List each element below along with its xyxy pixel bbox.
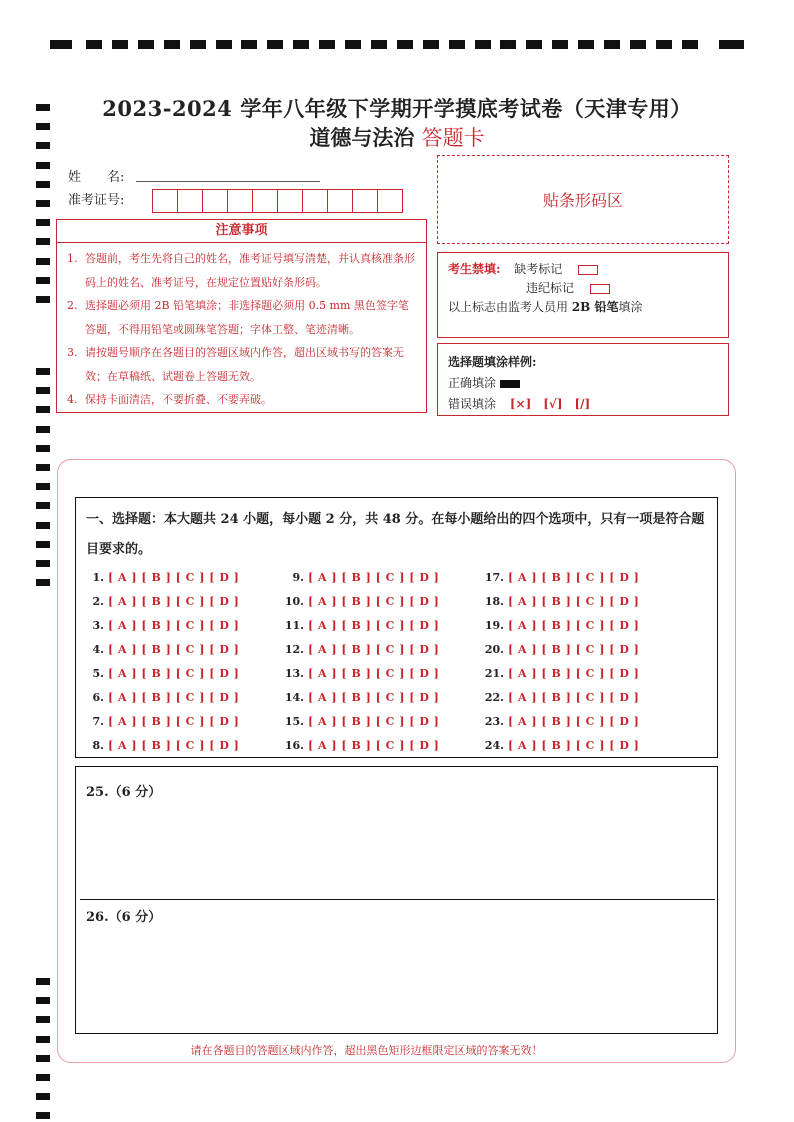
notice-item <box>67 388 418 412</box>
question-number: 3. <box>92 619 104 632</box>
notice-item-number: 2. <box>67 299 78 312</box>
timing-mark <box>267 40 283 49</box>
timing-mark <box>36 406 50 413</box>
answer-options[interactable]: [ A ] [ B ] [ C ] [ D ] <box>108 667 240 680</box>
footer-warning: 请在各题目的答题区域内作答，超出黑色矩形边框限定区域的答案无效！ <box>190 1044 543 1057</box>
notice-item <box>67 294 418 341</box>
q25-label: 25.（6 分） <box>86 785 162 800</box>
timing-mark <box>371 40 387 49</box>
timing-mark <box>36 1112 50 1119</box>
exam-id-cell[interactable] <box>278 190 303 212</box>
answer-options[interactable]: [ A ] [ B ] [ C ] [ D ] <box>308 667 440 680</box>
timing-mark <box>50 40 72 49</box>
answer-options[interactable]: [ A ] [ B ] [ C ] [ D ] <box>508 715 640 728</box>
answer-options[interactable]: [ A ] [ B ] [ C ] [ D ] <box>308 643 440 656</box>
answer-options[interactable]: [ A ] [ B ] [ C ] [ D ] <box>308 739 440 752</box>
prohibited-title: 考生禁填: <box>448 262 501 276</box>
answer-options[interactable]: [ A ] [ B ] [ C ] [ D ] <box>108 715 240 728</box>
answer-options[interactable]: [ A ] [ B ] [ C ] [ D ] <box>508 595 640 608</box>
answer-options[interactable]: [ A ] [ B ] [ C ] [ D ] <box>508 739 640 752</box>
exam-title: 2023-2024 学年八年级下学期开学摸底考试卷（天津专用） <box>102 96 692 121</box>
answer-options[interactable]: [ A ] [ B ] [ C ] [ D ] <box>108 595 240 608</box>
answer-options[interactable]: [ A ] [ B ] [ C ] [ D ] <box>308 619 440 632</box>
timing-mark <box>36 162 50 169</box>
answer-options[interactable]: [ A ] [ B ] [ C ] [ D ] <box>108 619 240 632</box>
timing-mark <box>86 40 102 49</box>
timing-mark <box>36 541 50 548</box>
exam-id-cell[interactable] <box>353 190 378 212</box>
choice-question-row[interactable] <box>82 619 239 632</box>
timing-mark <box>36 426 50 433</box>
choice-question-row[interactable] <box>482 619 639 632</box>
notice-item-text: 答题前，考生先将自己的姓名，准考证号填写清楚，并认真核准条形码上的姓名、准考证号，在规定位置贴好条形码。 <box>85 252 415 289</box>
question-number: 13. <box>284 667 304 680</box>
timing-mark <box>656 40 672 49</box>
timing-mark <box>36 258 50 265</box>
question-number: 7. <box>92 715 104 728</box>
absent-mark-box[interactable] <box>578 265 598 275</box>
choice-question-row[interactable] <box>282 643 439 656</box>
answer-options[interactable]: [ A ] [ B ] [ C ] [ D ] <box>508 619 640 632</box>
exam-id-cell[interactable] <box>178 190 203 212</box>
question-number: 15. <box>284 715 304 728</box>
question-number: 10. <box>284 595 304 608</box>
timing-mark <box>36 296 50 303</box>
answer-options[interactable]: [ A ] [ B ] [ C ] [ D ] <box>108 643 240 656</box>
answer-options[interactable]: [ A ] [ B ] [ C ] [ D ] <box>508 643 640 656</box>
violation-mark-box[interactable] <box>590 284 610 294</box>
absent-label: 缺考标记 <box>514 262 563 276</box>
answer-options[interactable]: [ A ] [ B ] [ C ] [ D ] <box>508 691 640 704</box>
timing-mark <box>449 40 465 49</box>
exam-id-cell[interactable] <box>253 190 278 212</box>
choice-section-title: 一、选择题：本大题共 24 小题，每小题 2 分，共 48 分。在每小题给出的四个选项中，只有一项是符合题目要求的。 <box>86 512 705 557</box>
timing-mark <box>500 40 516 49</box>
timing-mark <box>36 445 50 452</box>
q26-answer-area[interactable] <box>82 932 711 1028</box>
exam-id-cell[interactable] <box>153 190 178 212</box>
question-number: 21. <box>484 667 504 680</box>
barcode-label: 贴条形码区 <box>542 191 623 210</box>
q25-answer-area[interactable] <box>82 807 711 897</box>
exam-id-cell[interactable] <box>228 190 253 212</box>
question-number: 20. <box>484 643 504 656</box>
timing-mark <box>36 1016 50 1023</box>
q-divider <box>80 899 715 900</box>
timing-mark <box>36 978 50 985</box>
question-number: 6. <box>92 691 104 704</box>
fill-example-title: 选择题填涂样例: <box>448 355 537 369</box>
notice-item-text: 请按题号顺序在各题目的答题区域内作答，超出区域书写的答案无效；在草稿纸、试题卷上答题无效。 <box>85 346 404 383</box>
timing-mark <box>423 40 439 49</box>
choice-question-row[interactable] <box>282 715 439 728</box>
timing-mark <box>552 40 568 49</box>
answer-options[interactable]: [ A ] [ B ] [ C ] [ D ] <box>308 571 440 584</box>
timing-mark <box>578 40 594 49</box>
question-number: 9. <box>292 571 304 584</box>
question-number: 8. <box>92 739 104 752</box>
question-number: 4. <box>92 643 104 656</box>
answer-options[interactable]: [ A ] [ B ] [ C ] [ D ] <box>108 739 240 752</box>
choice-question-row[interactable] <box>282 619 439 632</box>
question-number: 1. <box>92 571 104 584</box>
choice-question-row[interactable] <box>482 595 639 608</box>
answer-options[interactable]: [ A ] [ B ] [ C ] [ D ] <box>508 571 640 584</box>
notice-item-text: 保持卡面清洁，不要折叠、不要弄破。 <box>85 393 272 406</box>
question-number: 16. <box>284 739 304 752</box>
timing-mark <box>719 40 744 49</box>
timing-mark <box>36 238 50 245</box>
notice-list <box>57 243 426 412</box>
timing-mark <box>345 40 361 49</box>
short-answer-section <box>75 766 718 1034</box>
choice-question-row[interactable] <box>482 643 639 656</box>
exam-id-cell[interactable] <box>303 190 328 212</box>
choice-question-row[interactable] <box>82 571 239 584</box>
timing-mark <box>36 387 50 394</box>
subject-line <box>0 122 794 152</box>
timing-mark <box>36 522 50 529</box>
choice-question-row[interactable] <box>82 691 239 704</box>
prohibited-note-post: 填涂 <box>618 300 643 314</box>
question-number: 19. <box>484 619 504 632</box>
question-number: 17. <box>484 571 504 584</box>
choice-question-row[interactable] <box>282 571 439 584</box>
timing-mark <box>36 560 50 567</box>
notice-item-number: 1. <box>67 252 78 265</box>
timing-mark <box>36 483 50 490</box>
question-number: 23. <box>484 715 504 728</box>
subject-name: 道德与法治 <box>309 125 415 150</box>
question-number: 5. <box>92 667 104 680</box>
name-input-line[interactable] <box>136 181 320 182</box>
question-number: 14. <box>284 691 304 704</box>
exam-id-cell[interactable] <box>203 190 228 212</box>
question-number: 12. <box>284 643 304 656</box>
choice-question-row[interactable] <box>482 715 639 728</box>
question-number: 2. <box>92 595 104 608</box>
choice-question-row[interactable] <box>282 667 439 680</box>
correct-fill-label: 正确填涂 <box>448 376 497 390</box>
choice-question-row[interactable] <box>82 643 239 656</box>
correct-fill-sample <box>500 380 520 388</box>
choice-question-row[interactable] <box>282 595 439 608</box>
timing-mark <box>190 40 206 49</box>
notice-box <box>56 219 427 413</box>
timing-mark <box>319 40 335 49</box>
timing-mark <box>241 40 257 49</box>
timing-mark <box>36 181 50 188</box>
answer-options[interactable]: [ A ] [ B ] [ C ] [ D ] <box>308 595 440 608</box>
timing-mark <box>36 368 50 375</box>
question-number: 18. <box>484 595 504 608</box>
timing-mark <box>36 502 50 509</box>
answer-options[interactable]: [ A ] [ B ] [ C ] [ D ] <box>508 667 640 680</box>
exam-id-cell[interactable] <box>378 190 402 212</box>
q26-label: 26.（6 分） <box>86 910 162 925</box>
timing-mark <box>36 200 50 207</box>
timing-mark <box>526 40 542 49</box>
notice-item-number: 3. <box>67 346 78 359</box>
answer-card-label: 答题卡 <box>421 126 485 150</box>
timing-mark <box>216 40 232 49</box>
notice-item-text: 选择题必须用 2B 铅笔填涂；非选择题必须用 0.5 mm 黑色签字笔答题，不得用铅笔或圆珠笔答题；字体工整、笔迹清晰。 <box>85 299 409 336</box>
timing-mark <box>397 40 413 49</box>
prohibited-box <box>437 252 729 338</box>
answer-options[interactable]: [ A ] [ B ] [ C ] [ D ] <box>308 691 440 704</box>
fill-example-box <box>437 343 729 416</box>
timing-mark <box>682 40 698 49</box>
prohibited-note-pre: 以上标志由监考人员用 <box>448 300 572 314</box>
timing-mark <box>36 1074 50 1081</box>
timing-mark <box>36 997 50 1004</box>
answer-options[interactable]: [ A ] [ B ] [ C ] [ D ] <box>108 691 240 704</box>
violation-label: 违纪标记 <box>526 281 575 295</box>
answer-options[interactable]: [ A ] [ B ] [ C ] [ D ] <box>308 715 440 728</box>
timing-mark <box>112 40 128 49</box>
exam-id-label: 准考证号: <box>68 193 125 208</box>
prohibited-note-bold: 2B 铅笔 <box>571 300 619 314</box>
timing-mark <box>475 40 491 49</box>
choice-question-row[interactable] <box>482 667 639 680</box>
question-number: 24. <box>484 739 504 752</box>
question-number: 22. <box>484 691 504 704</box>
notice-item-number: 4. <box>67 393 78 406</box>
timing-mark <box>36 219 50 226</box>
choice-question-row[interactable] <box>82 715 239 728</box>
choice-question-row[interactable] <box>482 571 639 584</box>
timing-mark <box>36 277 50 284</box>
timing-mark <box>36 1093 50 1100</box>
timing-mark <box>164 40 180 49</box>
exam-id-cell[interactable] <box>328 190 353 212</box>
prohibited-note <box>448 298 643 315</box>
choice-question-row[interactable] <box>282 739 439 752</box>
choice-question-row[interactable] <box>82 667 239 680</box>
notice-item <box>67 341 418 388</box>
timing-mark <box>293 40 309 49</box>
timing-mark <box>138 40 154 49</box>
timing-mark <box>630 40 646 49</box>
timing-mark <box>36 464 50 471</box>
choice-question-row[interactable] <box>82 739 239 752</box>
notice-title: 注意事项 <box>57 220 426 243</box>
notice-item <box>67 247 418 294</box>
question-number: 11. <box>284 619 304 632</box>
wrong-fill-samples: [×] [√] [/] <box>509 397 591 411</box>
choice-question-row[interactable] <box>282 691 439 704</box>
choice-question-row[interactable] <box>482 739 639 752</box>
barcode-area <box>437 155 729 244</box>
exam-id-cells[interactable] <box>152 189 403 213</box>
wrong-fill-label: 错误填涂 <box>448 397 497 411</box>
choice-question-row[interactable] <box>82 595 239 608</box>
choice-section <box>75 497 718 758</box>
answer-options[interactable]: [ A ] [ B ] [ C ] [ D ] <box>108 571 240 584</box>
timing-mark <box>604 40 620 49</box>
name-label: 姓 名: <box>68 170 125 185</box>
timing-mark <box>36 579 50 586</box>
choice-question-row[interactable] <box>482 691 639 704</box>
